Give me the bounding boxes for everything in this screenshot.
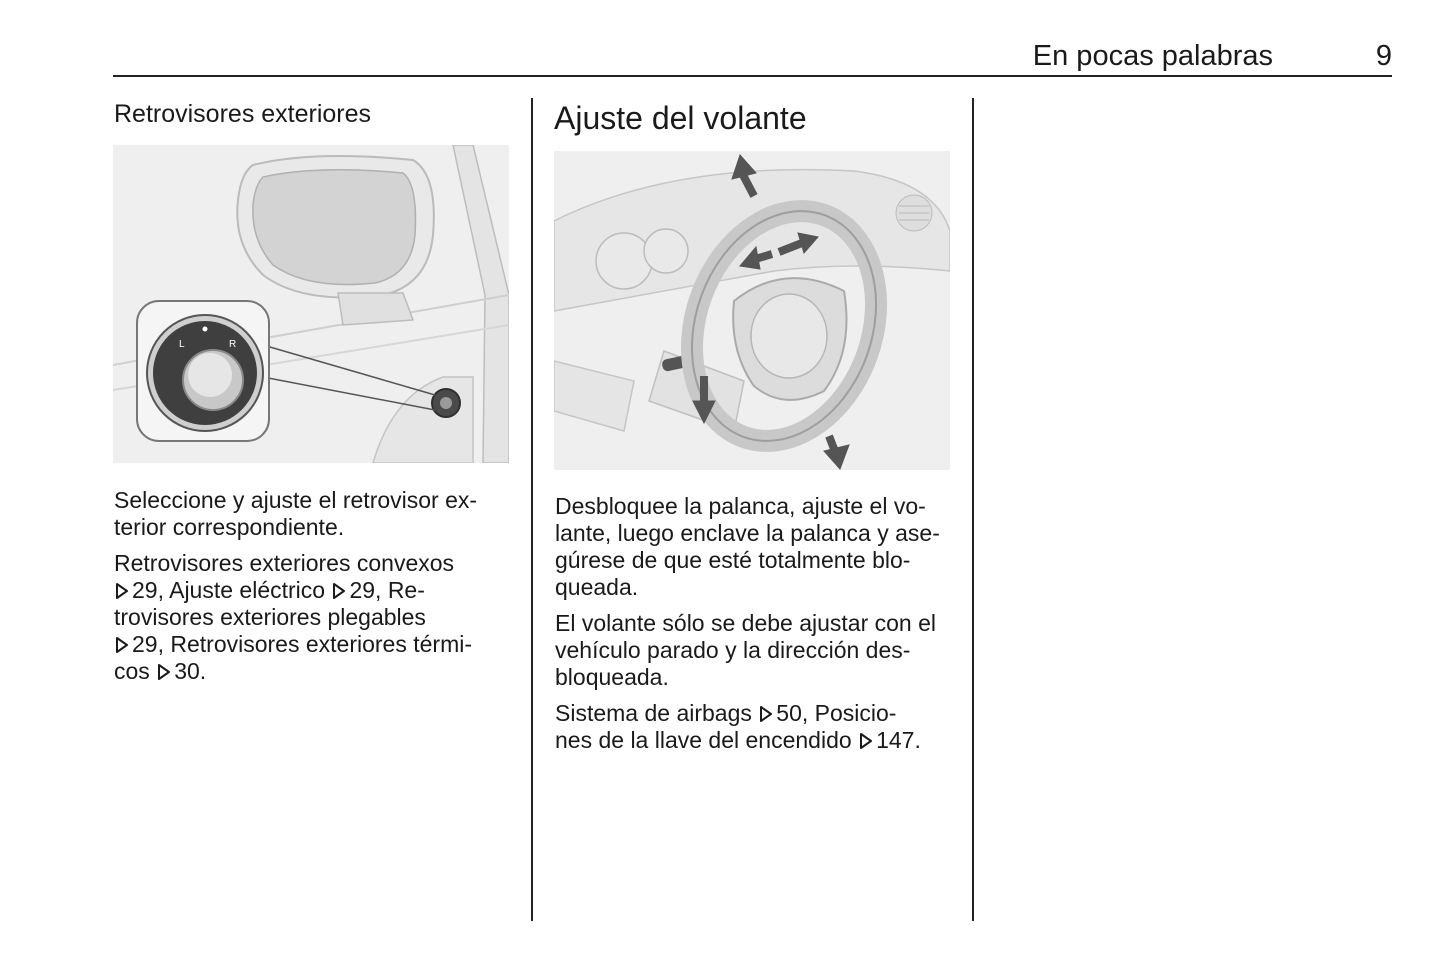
steering-paragraph-3 <box>555 700 960 754</box>
knob-label-left: L <box>179 339 185 350</box>
page-number: 9 <box>1375 40 1392 72</box>
page-reference-icon <box>331 582 347 600</box>
mirror-illustration-svg <box>113 145 509 463</box>
page-reference-icon <box>758 705 774 723</box>
steering-p3-line1-end: , Posicio- <box>801 700 897 726</box>
steering-p1-line1: Desbloquee la palanca, ajuste el vo- <box>555 493 926 519</box>
xref-heated-mirrors[interactable]: 30 <box>174 658 200 684</box>
xref-ignition-positions[interactable]: 147 <box>876 727 915 753</box>
mirrors-p2-line2-end: , Re- <box>375 577 425 603</box>
mirrors-p2-line4: , Retrovisores exteriores térmi- <box>157 631 473 657</box>
steering-paragraph-1 <box>555 493 960 601</box>
steering-p1-line2: lante, luego enclave la palanca y ase- <box>555 520 940 546</box>
mirrors-p2-line2: , Ajuste eléctrico <box>157 577 326 603</box>
steering-p3-line1: Sistema de airbags <box>555 700 752 726</box>
steering-p2-line1: El volante sólo se debe ajustar con el <box>555 610 937 636</box>
xref-electric-adjust[interactable]: 29 <box>349 577 376 603</box>
mirrors-paragraph-2 <box>114 550 514 685</box>
mirrors-body <box>114 487 514 694</box>
mirrors-p1-line2: terior correspondiente. <box>114 514 345 540</box>
mirrors-p2-line3: trovisores exteriores plegables <box>114 604 426 630</box>
steering-wheel-illustration <box>554 151 950 470</box>
mirror-illustration <box>113 145 509 463</box>
xref-folding-mirrors[interactable]: 29 <box>132 631 158 657</box>
page-reference-icon <box>858 732 874 750</box>
steering-p2-line3: bloqueada. <box>555 664 669 690</box>
xref-convex-mirrors[interactable]: 29 <box>132 577 158 603</box>
steering-p3-line2: nes de la llave del encendido <box>555 727 852 753</box>
steering-p3-line2-end: . <box>914 727 921 753</box>
mirrors-p1-line1: Seleccione y ajuste el retrovisor ex- <box>114 487 478 513</box>
knob-label-right: R <box>229 339 237 350</box>
steering-p1-line3: gúrese de que esté totalmente blo- <box>555 547 911 573</box>
steering-paragraph-2 <box>555 610 960 691</box>
steering-wheel-illustration-svg <box>554 151 950 470</box>
section-title-mirrors: Retrovisores exteriores <box>114 100 372 128</box>
steering-p1-line4: queada. <box>555 574 639 600</box>
page-reference-icon <box>114 582 130 600</box>
steering-body <box>555 493 960 763</box>
running-header-title: En pocas palabras <box>1032 40 1273 72</box>
page-reference-icon <box>114 636 130 654</box>
page-reference-icon <box>156 663 172 681</box>
column-divider-2 <box>972 98 974 921</box>
mirrors-p2-line5: cos <box>114 658 150 684</box>
mirrors-p2-line1: Retrovisores exteriores convexos <box>114 550 455 576</box>
section-title-steering: Ajuste del volante <box>554 100 807 136</box>
mirrors-paragraph-1 <box>114 487 514 541</box>
header-rule <box>113 75 1392 77</box>
steering-p2-line2: vehículo parado y la dirección des- <box>555 637 911 663</box>
xref-airbag-system[interactable]: 50 <box>776 700 802 726</box>
column-divider-1 <box>531 98 533 921</box>
mirrors-p2-line5-end: . <box>199 658 207 684</box>
